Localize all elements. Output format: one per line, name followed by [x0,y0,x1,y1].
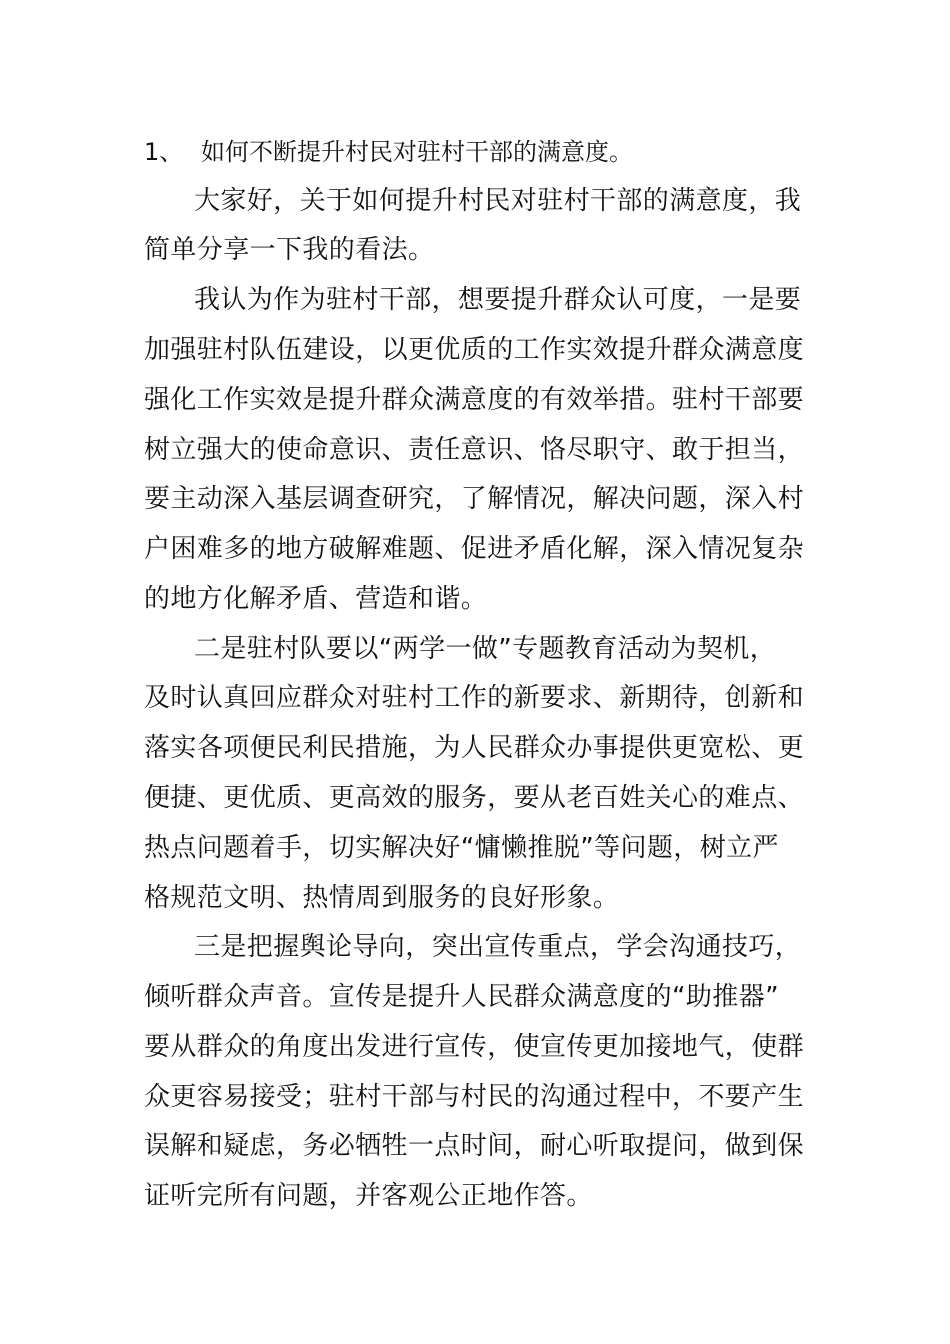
paragraph-line: 树立强大的使命意识、责任意识、恪尽职守、敢于担当， [144,435,805,465]
paragraph-line: 误解和疑虑，务必牺牲一点时间，耐心听取提问，做到保 [144,1131,805,1161]
heading-number: 1、 [144,138,184,166]
paragraph-line: 加强驻村队伍建设，以更优质的工作实效提升群众满意度 [144,335,805,365]
paragraph-line: 要从群众的角度出发进行宣传，使宣传更加接地气，使群 [144,1032,805,1062]
paragraph-line: 落实各项便民利民措施，为人民群众办事提供更宽松、更 [144,733,805,763]
paragraph-line: 便捷、更优质、更高效的服务，要从老百姓关心的难点、 [144,783,805,813]
heading-title: 如何不断提升村民对驻村干部的满意度。 [201,138,633,166]
paragraph-line: 及时认真回应群众对驻村工作的新要求、新期待，创新和 [144,683,805,713]
section-heading [144,134,633,170]
paragraph-line: 大家好，关于如何提升村民对驻村干部的满意度，我 [194,186,802,216]
paragraph-line: 热点问题着手，切实解决好“慵懒推脱”等问题，树立严 [144,833,779,863]
paragraph-line: 要主动深入基层调查研究，了解情况，解决问题，深入村 [144,484,805,514]
paragraph-line: 三是把握舆论导向，突出宣传重点，学会沟通技巧， [194,932,802,962]
paragraph-line: 二是驻村队要以“两学一做”专题教育活动为契机， [194,634,777,664]
paragraph-line: 众更容易接受；驻村干部与村民的沟通过程中，不要产生 [144,1082,805,1112]
paragraph-line: 倾听群众声音。宣传是提升人民群众满意度的“助推器” [144,982,779,1012]
paragraph-line: 的地方化解矛盾、营造和谐。 [144,584,488,614]
paragraph-line: 户困难多的地方破解难题、促进矛盾化解，深入情况复杂 [144,534,805,564]
paragraph-line: 强化工作实效是提升群众满意度的有效举措。驻村干部要 [144,385,805,415]
paragraph-line: 格规范文明、热情周到服务的良好形象。 [144,883,620,913]
paragraph-line: 简单分享一下我的看法。 [144,235,435,265]
paragraph-line: 我认为作为驻村干部，想要提升群众认可度，一是要 [194,285,802,315]
paragraph-line: 证听完所有问题，并客观公正地作答。 [144,1181,593,1211]
